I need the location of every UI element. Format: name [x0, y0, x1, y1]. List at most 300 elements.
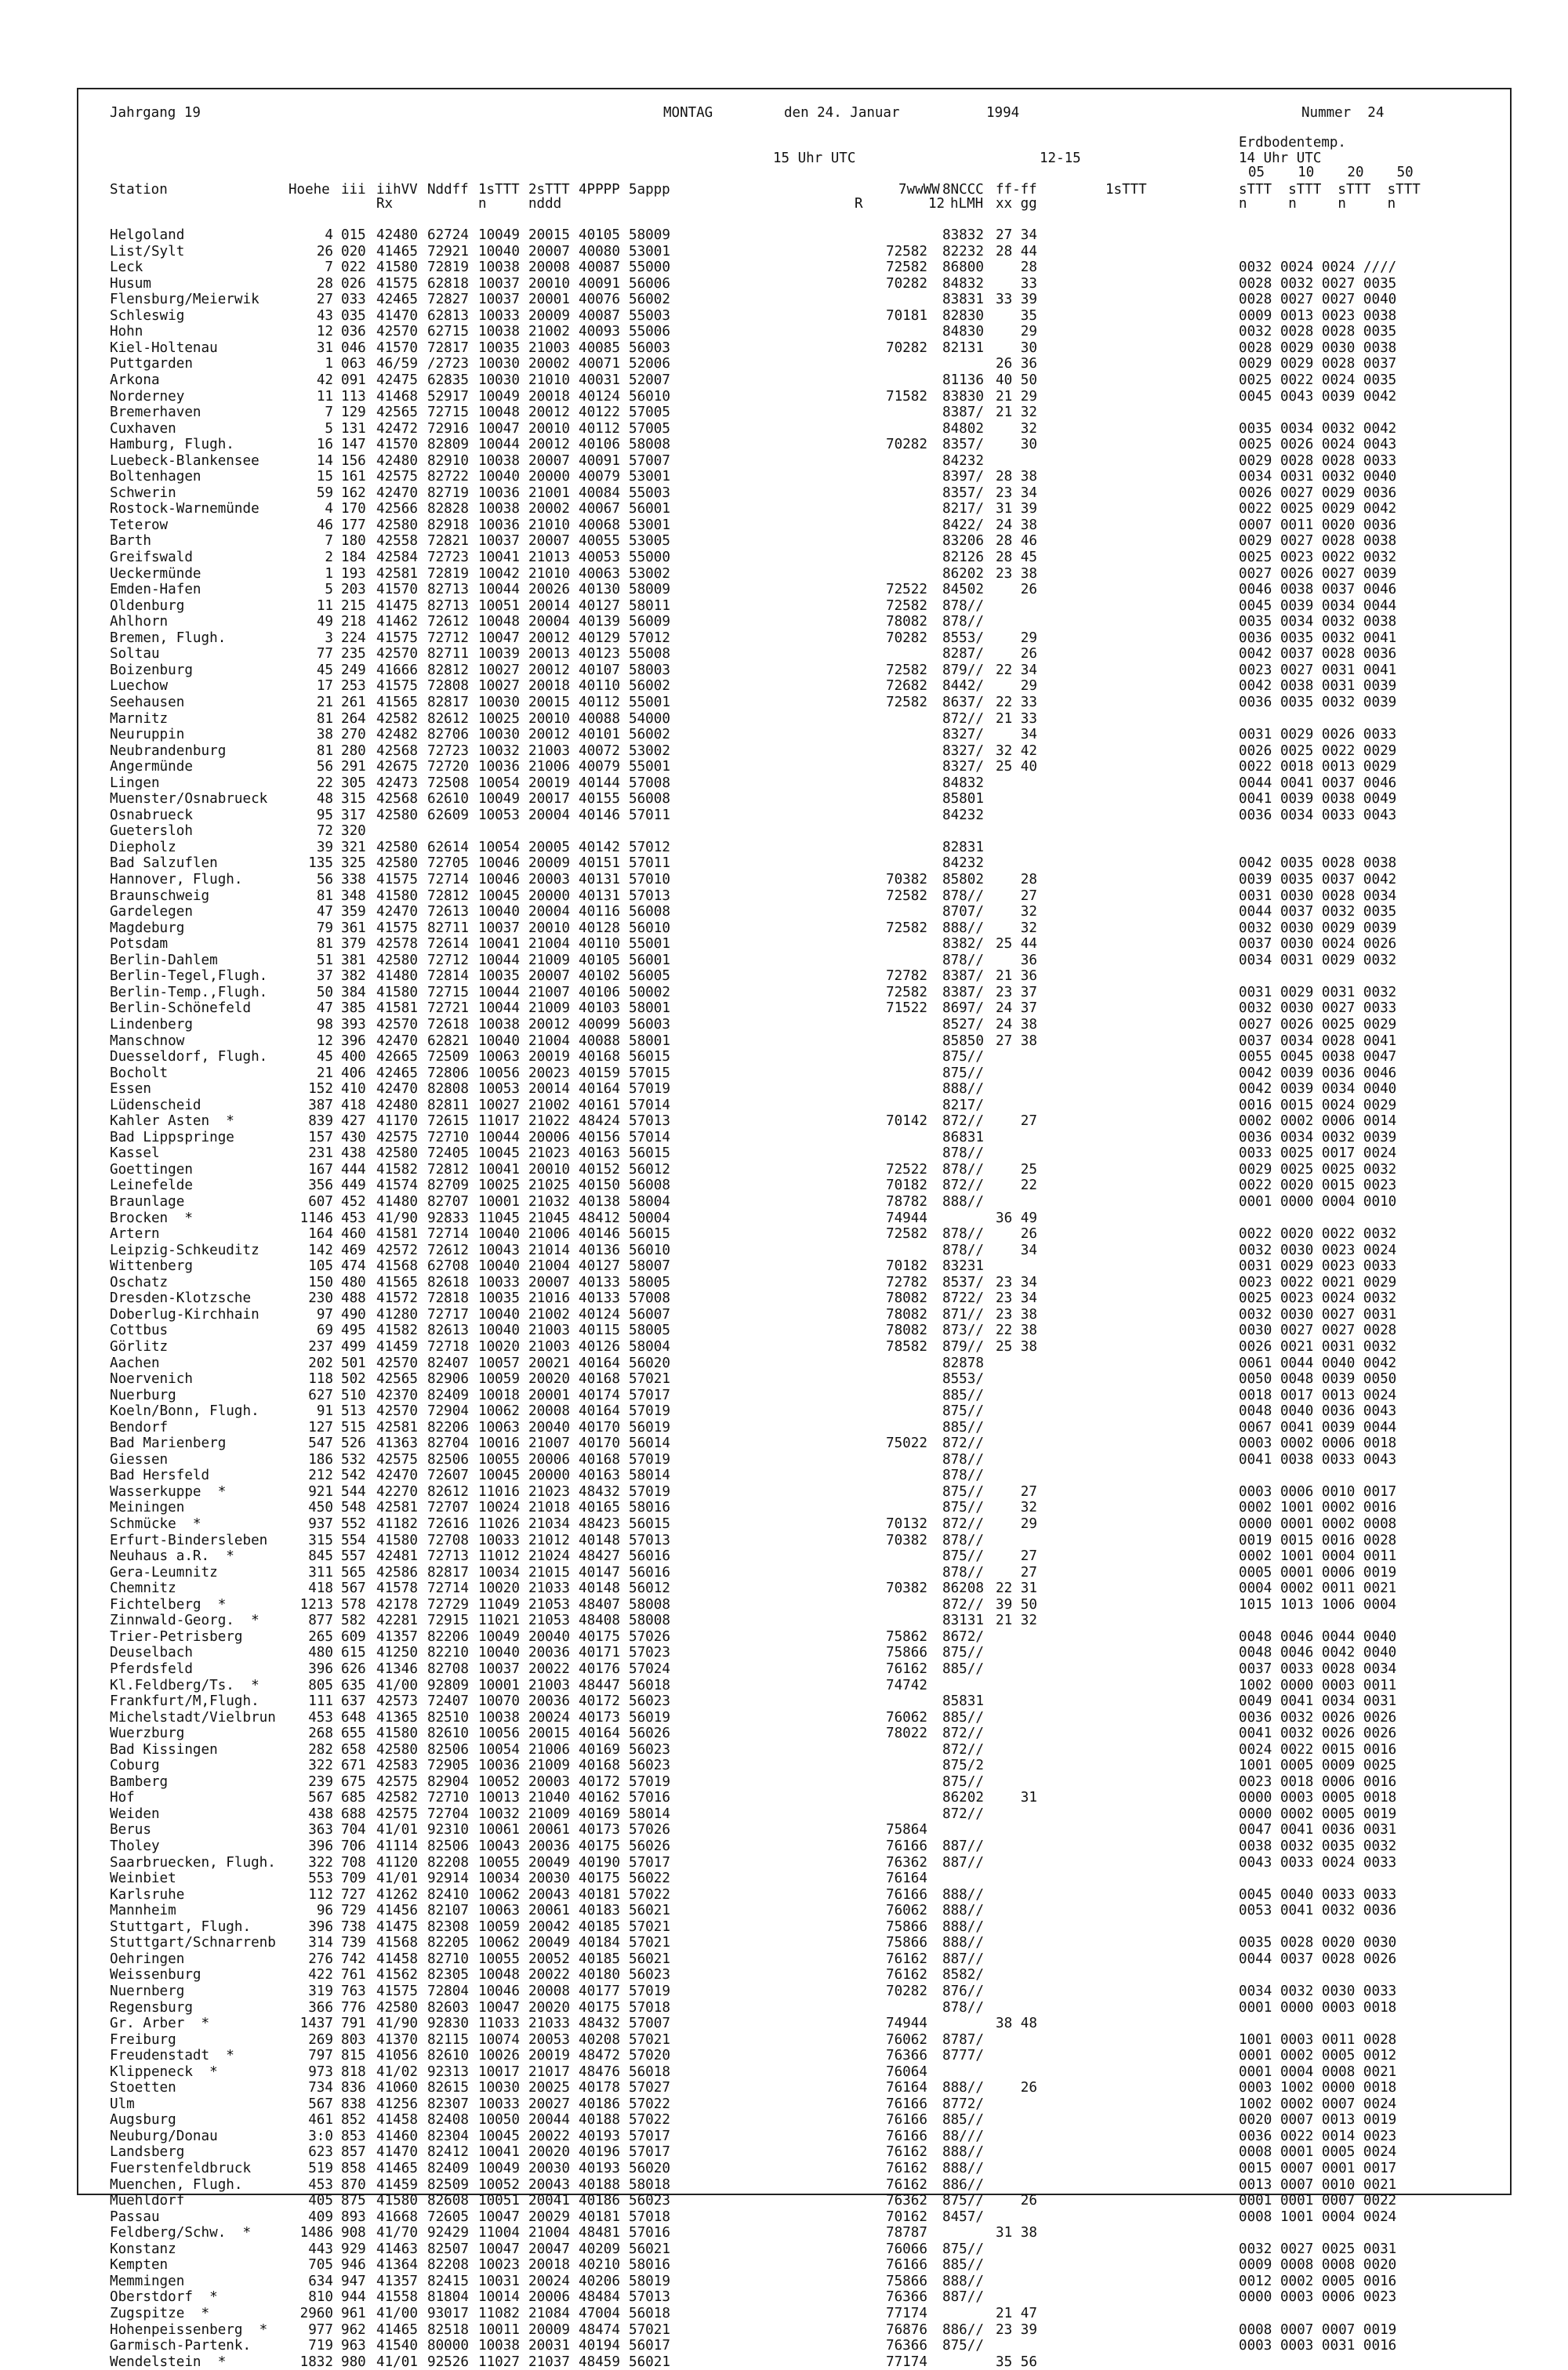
group-temp: 10038	[478, 452, 520, 469]
group-temp: 10055	[478, 1951, 520, 1967]
group-temp: 10047	[478, 630, 520, 646]
station-id: 280	[341, 742, 366, 759]
group-tendency: 57021	[629, 2031, 670, 2048]
station-id: 495	[341, 1323, 366, 1339]
station-name: Luechow	[110, 678, 169, 695]
group-temp: 11045	[478, 1210, 520, 1226]
soil-temps: 0005 0001 0006 0019	[1239, 1564, 1397, 1581]
group-iihvv: 41574	[376, 1178, 418, 1194]
group-dewpoint: 21033	[528, 2016, 570, 2032]
group-dewpoint: 20020	[528, 1999, 570, 2016]
group-tendency: 56015	[629, 1145, 670, 1162]
station-id: 776	[341, 1999, 366, 2016]
group-iihvv: 41575	[376, 275, 418, 292]
group-tendency: 56001	[629, 952, 670, 968]
group-iihvv: 41575	[376, 1983, 418, 1999]
group-pressure: 40164	[579, 1403, 620, 1420]
group-nddff: 82506	[427, 1838, 469, 1854]
group-nddff: 92429	[427, 2225, 469, 2241]
group-iihvv: 41363	[376, 1435, 418, 1452]
soil-temps: 0028 0032 0027 0035	[1239, 275, 1397, 292]
group-temp: 10062	[478, 1886, 520, 1903]
group-pressure: 40194	[579, 2338, 620, 2354]
station-id: 203	[341, 582, 366, 598]
station-name: Weissenburg	[110, 1967, 201, 1983]
group-weather: 71522	[886, 1000, 927, 1017]
station-id: 396	[341, 1033, 366, 1049]
col-hoehe: Hoehe	[289, 182, 330, 198]
soil-temps: 0003 0006 0010 0017	[1239, 1483, 1397, 1500]
group-tendency: 58014	[629, 1806, 670, 1822]
soil-temps: 0008 1001 0004 0024	[1239, 2208, 1397, 2225]
station-id: 738	[341, 1918, 366, 1935]
group-weather: 76366	[886, 2048, 927, 2064]
group-tendency: 56012	[629, 1161, 670, 1178]
group-temp: 10044	[478, 1000, 520, 1017]
group-weather: 72522	[886, 582, 927, 598]
group-gusts: 26	[996, 2193, 1037, 2209]
group-dewpoint: 20019	[528, 1049, 570, 1065]
group-pressure: 40087	[579, 260, 620, 276]
group-gusts: 32	[996, 420, 1037, 437]
group-nddff: 82506	[427, 1741, 469, 1758]
station-id: 582	[341, 1613, 366, 1629]
group-gusts: 26 36	[996, 356, 1037, 372]
group-iihvv: 42575	[376, 1806, 418, 1822]
group-clouds: 878//	[942, 1468, 984, 1484]
group-weather: 78582	[886, 1338, 927, 1355]
group-tendency: 56019	[629, 1419, 670, 1435]
group-iihvv: 41170	[376, 1113, 418, 1130]
group-nddff: 62813	[427, 307, 469, 324]
station-id: 162	[341, 485, 366, 501]
group-dewpoint: 20008	[528, 1403, 570, 1420]
group-tendency: 57014	[629, 1097, 670, 1113]
group-iihvv: 42580	[376, 855, 418, 872]
group-dewpoint: 20009	[528, 855, 570, 872]
group-pressure: 40173	[579, 1709, 620, 1726]
group-dewpoint: 21013	[528, 550, 570, 565]
group-dewpoint: 21002	[528, 1097, 570, 1113]
group-temp: 10037	[478, 920, 520, 936]
group-temp: 10051	[478, 597, 520, 614]
group-nddff: 72605	[427, 2208, 469, 2225]
group-clouds: 878//	[942, 887, 984, 904]
group-pressure: 40133	[579, 1290, 620, 1307]
group-tendency: 50004	[629, 1210, 670, 1226]
soil-temps: 0029 0027 0028 0038	[1239, 533, 1397, 550]
station-name: Kempten	[110, 2257, 169, 2274]
group-temp: 10040	[478, 469, 520, 485]
station-id: 578	[341, 1596, 366, 1613]
group-tendency: 56002	[629, 678, 670, 695]
station-name: Trier-Petrisberg	[110, 1628, 243, 1645]
col-nddff: Nddff	[427, 182, 469, 198]
group-clouds: 872//	[942, 1741, 984, 1758]
group-nddff: 72827	[427, 292, 469, 308]
group-gusts: 28 46	[996, 533, 1037, 550]
station-id: 438	[341, 1145, 366, 1162]
group-dewpoint: 21084	[528, 2305, 570, 2321]
group-nddff: 62818	[427, 275, 469, 292]
col-iii: iii	[341, 182, 366, 198]
station-id: 444	[341, 1161, 366, 1178]
group-clouds: 872//	[942, 710, 984, 727]
group-weather: 78082	[886, 1290, 927, 1307]
group-nddff: 72616	[427, 1516, 469, 1532]
group-weather: 78082	[886, 1323, 927, 1339]
soil-temps: 0038 0032 0035 0032	[1239, 1838, 1397, 1854]
group-tendency: 52007	[629, 372, 670, 388]
station-name: Erfurt-Bindersleben	[110, 1532, 268, 1548]
group-temp: 10032	[478, 742, 520, 759]
group-clouds: 888//	[942, 2080, 984, 2096]
group-dewpoint: 21009	[528, 952, 570, 968]
group-weather: 72582	[886, 920, 927, 936]
group-gusts: 31 39	[996, 501, 1037, 517]
group-iihvv: 42481	[376, 1548, 418, 1565]
group-temp: 10054	[478, 775, 520, 791]
station-name: Giessen	[110, 1451, 169, 1468]
group-tendency: 57012	[629, 630, 670, 646]
group-temp: 10048	[478, 614, 520, 630]
group-dewpoint: 20010	[528, 920, 570, 936]
group-dewpoint: 20017	[528, 791, 570, 808]
group-pressure: 40151	[579, 855, 620, 872]
station-name: Memmingen	[110, 2273, 185, 2289]
group-temp: 10035	[478, 968, 520, 985]
station-id: 020	[341, 243, 366, 260]
group-pressure: 40171	[579, 1645, 620, 1661]
station-name: Leck	[110, 260, 143, 276]
group-nddff: 82708	[427, 1660, 469, 1677]
soil-temps: 0001 0004 0008 0021	[1239, 2063, 1397, 2080]
group-tendency: 58008	[629, 1596, 670, 1613]
group-pressure: 40142	[579, 839, 620, 855]
group-dewpoint: 20004	[528, 807, 570, 823]
group-clouds: 878//	[942, 1999, 984, 2016]
group-gusts: 23 39	[996, 2321, 1037, 2338]
group-iihvv: 42580	[376, 517, 418, 533]
soil-temps: 0003 0003 0031 0016	[1239, 2338, 1397, 2354]
group-weather: 76064	[886, 2063, 927, 2080]
group-nddff: 82409	[427, 2161, 469, 2176]
group-tendency: 58001	[629, 1033, 670, 1049]
group-iihvv: 41357	[376, 2273, 418, 2289]
station-id: 129	[341, 405, 366, 421]
group-temp: 10052	[478, 2176, 520, 2193]
group-temp: 11033	[478, 2016, 520, 2032]
group-nddff: 82809	[427, 437, 469, 453]
group-pressure: 40131	[579, 872, 620, 887]
group-dewpoint: 20047	[528, 2241, 570, 2257]
group-pressure: 40068	[579, 517, 620, 533]
group-iihvv: 41/00	[376, 1677, 418, 1693]
group-dewpoint: 21032	[528, 1194, 570, 1210]
group-tendency: 56003	[629, 1016, 670, 1033]
station-name: Hof	[110, 1790, 135, 1806]
station-name: Seehausen	[110, 694, 185, 710]
group-nddff: 82711	[427, 646, 469, 662]
group-dewpoint: 20036	[528, 1838, 570, 1854]
group-pressure: 40150	[579, 1178, 620, 1194]
group-iihvv: 42581	[376, 1419, 418, 1435]
group-nddff: 92310	[427, 1822, 469, 1838]
group-iihvv: 41456	[376, 1903, 418, 1919]
group-dewpoint: 20012	[528, 1016, 570, 1033]
group-clouds: 83231	[942, 1258, 984, 1275]
group-temp: 10036	[478, 517, 520, 533]
group-dewpoint: 20036	[528, 1645, 570, 1661]
group-pressure: 40088	[579, 710, 620, 727]
group-pressure: 40146	[579, 1226, 620, 1243]
station-name: Bamberg	[110, 1773, 169, 1790]
soil-temps: 0027 0026 0027 0039	[1239, 565, 1397, 582]
group-temp: 10045	[478, 1468, 520, 1484]
group-tendency: 56026	[629, 1838, 670, 1854]
group-pressure: 40173	[579, 1822, 620, 1838]
group-iihvv: 41572	[376, 1290, 418, 1307]
group-clouds: 8357/	[942, 437, 984, 453]
group-clouds: 85831	[942, 1693, 984, 1710]
station-name: Frankfurt/M,Flugh.	[110, 1693, 260, 1710]
group-pressure: 40168	[579, 1371, 620, 1388]
group-clouds: 8387/	[942, 405, 984, 421]
group-gusts: 39 50	[996, 1596, 1037, 1613]
group-dewpoint: 20043	[528, 2176, 570, 2193]
group-pressure: 40164	[579, 1726, 620, 1742]
group-gusts: 27	[996, 1548, 1037, 1565]
group-pressure: 40136	[579, 1242, 620, 1258]
soil-temps: 0026 0021 0031 0032	[1239, 1338, 1397, 1355]
group-nddff: 72618	[427, 1016, 469, 1033]
soil-temps: 1002 0002 0007 0024	[1239, 2096, 1397, 2112]
group-pressure: 40193	[579, 2161, 620, 2176]
group-clouds: 8217/	[942, 501, 984, 517]
group-gusts: 34	[996, 1242, 1037, 1258]
group-weather: 76162	[886, 1660, 927, 1677]
group-pressure: 40124	[579, 388, 620, 405]
station-id: 870	[341, 2176, 366, 2193]
group-gusts: 29	[996, 1516, 1037, 1532]
group-gusts: 28	[996, 872, 1037, 887]
group-nddff: 72812	[427, 887, 469, 904]
group-pressure: 40076	[579, 292, 620, 308]
weekday-label: MONTAG	[663, 105, 713, 121]
group-temp: 10049	[478, 227, 520, 243]
group-tendency: 57013	[629, 2289, 670, 2306]
group-tendency: 56023	[629, 1741, 670, 1758]
station-name: Marnitz	[110, 710, 169, 727]
station-id: 648	[341, 1709, 366, 1726]
group-iihvv: 42475	[376, 372, 418, 388]
group-dewpoint: 20018	[528, 388, 570, 405]
group-nddff: 72715	[427, 984, 469, 1000]
group-nddff: 82706	[427, 727, 469, 743]
group-weather: 72782	[886, 968, 927, 985]
group-tendency: 57017	[629, 2144, 670, 2161]
soil-temps: 0023 0027 0031 0041	[1239, 662, 1397, 678]
station-id: 131	[341, 420, 366, 437]
group-weather: 72582	[886, 1226, 927, 1243]
group-nddff: 82710	[427, 1951, 469, 1967]
group-temp: 10045	[478, 887, 520, 904]
group-pressure: 40131	[579, 887, 620, 904]
group-clouds: 8382/	[942, 936, 984, 953]
group-dewpoint: 21009	[528, 1806, 570, 1822]
group-iihvv: 42472	[376, 420, 418, 437]
group-iihvv: 42580	[376, 952, 418, 968]
group-nddff: 72921	[427, 243, 469, 260]
group-pressure: 40101	[579, 727, 620, 743]
group-weather: 72782	[886, 1274, 927, 1290]
group-pressure: 40112	[579, 694, 620, 710]
station-name: Zugspitze *	[110, 2305, 210, 2321]
group-pressure: 40079	[579, 759, 620, 775]
group-clouds: 878//	[942, 614, 984, 630]
station-id: 791	[341, 2016, 366, 2032]
soil-temps: 0025 0023 0024 0032	[1239, 1290, 1397, 1307]
group-dewpoint: 21010	[528, 565, 570, 582]
station-name: Wendelstein *	[110, 2354, 227, 2370]
group-dewpoint: 21002	[528, 1306, 570, 1323]
station-id: 449	[341, 1178, 366, 1194]
group-nddff: 72812	[427, 1161, 469, 1178]
group-temp: 10037	[478, 533, 520, 550]
group-dewpoint: 20015	[528, 1726, 570, 1742]
group-tendency: 56005	[629, 968, 670, 985]
station-name: Cottbus	[110, 1323, 169, 1339]
group-dewpoint: 20030	[528, 2161, 570, 2176]
group-weather: 75022	[886, 1435, 927, 1452]
group-gusts: 29	[996, 324, 1037, 340]
group-iihvv: 41480	[376, 968, 418, 985]
group-clouds: 878//	[942, 597, 984, 614]
group-pressure: 40196	[579, 2144, 620, 2161]
group-iihvv: 42575	[376, 469, 418, 485]
group-clouds: 82126	[942, 550, 984, 565]
group-dewpoint: 20024	[528, 2273, 570, 2289]
station-name: Bad Hersfeld	[110, 1468, 210, 1484]
group-iihvv: 42582	[376, 710, 418, 727]
soil-temps: 0043 0033 0024 0033	[1239, 1854, 1397, 1871]
group-pressure: 40186	[579, 2193, 620, 2209]
group-temp: 10031	[478, 2273, 520, 2289]
group-nddff: 82906	[427, 1371, 469, 1388]
station-name: Meiningen	[110, 1500, 185, 1516]
group-weather: 75866	[886, 1645, 927, 1661]
group-pressure: 40087	[579, 307, 620, 324]
group-tendency: 56021	[629, 1903, 670, 1919]
group-pressure: 40152	[579, 1161, 620, 1178]
group-temp: 10034	[478, 1564, 520, 1581]
soil-temps: 0000 0002 0005 0019	[1239, 1806, 1397, 1822]
group-iihvv: 41578	[376, 1581, 418, 1597]
col-r: R	[855, 196, 863, 212]
gust-period-label: 12-15	[1040, 151, 1081, 166]
col-ttt2: 2sTTT	[528, 182, 570, 198]
group-iihvv: 42580	[376, 839, 418, 855]
group-iihvv: 42675	[376, 759, 418, 775]
group-clouds: 875//	[942, 2241, 984, 2257]
group-temp: 10055	[478, 1451, 520, 1468]
soil-temps: 0031 0029 0031 0032	[1239, 984, 1397, 1000]
group-clouds: 872//	[942, 1178, 984, 1194]
soil-temps: 0053 0041 0032 0036	[1239, 1903, 1397, 1919]
station-id: 453	[341, 1210, 366, 1226]
group-nddff: 82618	[427, 1274, 469, 1290]
station-id: 739	[341, 1935, 366, 1951]
soil-temps: 0032 0028 0028 0035	[1239, 324, 1397, 340]
soil-temps: 0048 0046 0042 0040	[1239, 1645, 1397, 1661]
soil-temps: 0008 0007 0007 0019	[1239, 2321, 1397, 2338]
group-nddff: 72405	[427, 1145, 469, 1162]
group-clouds: 8707/	[942, 904, 984, 920]
station-id: 685	[341, 1790, 366, 1806]
group-gusts: 27 38	[996, 1033, 1037, 1049]
group-nddff: 82612	[427, 710, 469, 727]
station-name: Görlitz	[110, 1338, 169, 1355]
group-gusts: 23 37	[996, 984, 1037, 1000]
group-gusts: 35 56	[996, 2354, 1037, 2370]
group-iihvv: 42582	[376, 1790, 418, 1806]
group-dewpoint: 21012	[528, 1532, 570, 1548]
soil-temps: 0028 0029 0030 0038	[1239, 339, 1397, 356]
group-dewpoint: 20003	[528, 1773, 570, 1790]
group-iihvv: 41575	[376, 630, 418, 646]
station-id: 655	[341, 1726, 366, 1742]
group-weather: 72582	[886, 984, 927, 1000]
group-temp: 11049	[478, 1596, 520, 1613]
group-iihvv: 41470	[376, 2144, 418, 2161]
group-iihvv: 41465	[376, 2321, 418, 2338]
soil-temp-title: Erdbodentemp.	[1239, 135, 1346, 151]
group-weather: 76162	[886, 1967, 927, 1983]
group-gusts: 31 38	[996, 2225, 1037, 2241]
group-weather: 76066	[886, 2241, 927, 2257]
station-id: 947	[341, 2273, 366, 2289]
group-weather: 70162	[886, 2208, 927, 2225]
station-name: Schwerin	[110, 485, 176, 501]
group-pressure: 48474	[579, 2321, 620, 2338]
group-clouds: 886//	[942, 2176, 984, 2193]
group-temp: 10030	[478, 727, 520, 743]
group-weather: 76362	[886, 2193, 927, 2209]
group-temp: 10035	[478, 1290, 520, 1307]
group-iihvv: 41565	[376, 694, 418, 710]
group-nddff: 72808	[427, 678, 469, 695]
group-pressure: 40175	[579, 1628, 620, 1645]
group-clouds: 82830	[942, 307, 984, 324]
group-iihvv: 41462	[376, 614, 418, 630]
group-nddff: 82610	[427, 2048, 469, 2064]
station-name: Diepholz	[110, 839, 176, 855]
group-temp: 10051	[478, 2193, 520, 2209]
group-tendency: 57007	[629, 2016, 670, 2032]
group-nddff: 72818	[427, 1290, 469, 1307]
station-name: Neuhaus a.R. *	[110, 1548, 234, 1565]
group-temp: 10016	[478, 1435, 520, 1452]
group-temp: 10044	[478, 952, 520, 968]
group-pressure: 48447	[579, 1677, 620, 1693]
soil-temps: 0044 0041 0037 0046	[1239, 775, 1397, 791]
group-nddff: 82722	[427, 469, 469, 485]
group-nddff: 72509	[427, 1049, 469, 1065]
group-pressure: 40084	[579, 485, 620, 501]
group-temp: 10062	[478, 1935, 520, 1951]
group-gusts: 28	[996, 260, 1037, 276]
group-tendency: 56018	[629, 1677, 670, 1693]
